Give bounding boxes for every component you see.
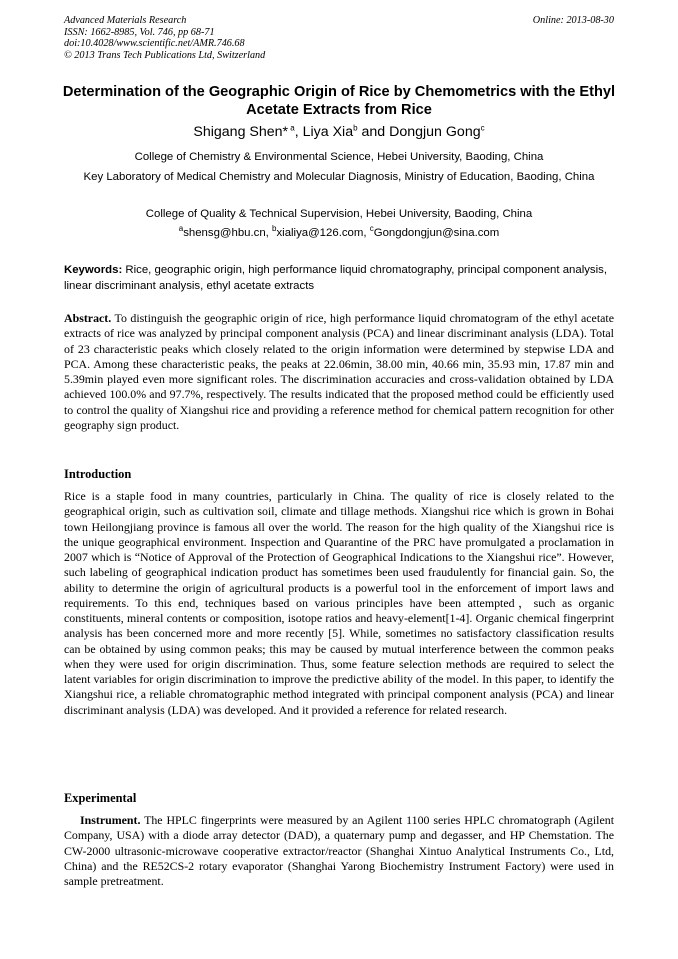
journal-copyright: © 2013 Trans Tech Publications Ltd, Switzerland <box>64 49 266 61</box>
author-affiliation-mark: a <box>288 123 295 133</box>
introduction-paragraph: Rice is a staple food in many countries, particularly in China. The quality of rice is closely related to the geographical origin, such as cultivation soil, climate and tillage methods. Xiangshui rice which is grown in Bohai town Heilongjiang province is famous all over the world. The reason for the high quality of the Xiangshui rice is the unique geographical environment. Inspection and Quarantine of the PRC have promulgated a proclamation in 2007 which is “Notice of Approval of the Protection of Geographical Indications to the Xiangshui rice”. However, such labeling of geographical indication product has sometimes been used fraudulently for financial gain. So, the ability to determine the origin of agricultural products is a powerful tool in the enforcement of import laws and requirements. To this end, techniques based on various principles have been attempted，such as organic constituents, mineral contents or composition, isotope ratios and heavy-element[1-4]. Organic chemical fingerprint analysis has been concerned more and more recently [5]. While, sometimes no satisfactory classification results can be obtained by using common peaks; this may be caused by mutual interference between the common peaks when they were used for origin discrimination. Thus, some feature selection methods are required to select the latent variables for origin discrimination to improve the predictive ability of the model. In this paper, to identify the Xiangshui rice, a reliable chromatographic method integrated with principal component analysis (PCA) and linear discriminant analysis (LDA) was developed. And it provided a reference for related research. <box>64 489 614 717</box>
email-mark: b <box>272 224 277 234</box>
affiliation: College of Quality & Technical Supervision, Hebei University, Baoding, China <box>145 208 533 220</box>
email-mark: a <box>178 224 184 234</box>
journal-issn: ISSN: 1662-8985, Vol. 746, pp 68-71 <box>64 26 215 38</box>
email-address: xialiya@126.com, <box>276 227 370 239</box>
author-name: , Liya Xia <box>294 124 354 140</box>
online-date: Online: 2013-08-30 <box>532 15 614 26</box>
paper-title: Determination of the Geographic Origin of Rice by Chemometrics with the Ethyl Acetate Extracts from Rice <box>62 84 616 118</box>
journal-doi: doi:10.4028/www.scientific.net/AMR.746.68 <box>64 38 245 49</box>
email-mark: c <box>369 224 374 234</box>
affiliation: College of Chemistry & Environmental Science, Hebei University, Baoding, China <box>134 151 544 163</box>
keywords-text: Rice, geographic origin, high performance liquid chromatography, principal component analysis, linear discriminant analysis, ethyl acetate extracts <box>64 264 608 292</box>
affiliation: Key Laboratory of Medical Chemistry and Molecular Diagnosis, Ministry of Education, Baoding, China <box>83 171 595 183</box>
section-heading-introduction: Introduction <box>64 467 132 481</box>
experimental-paragraph <box>64 813 614 889</box>
instrument-label: Instrument. <box>80 813 141 827</box>
email-address: shensg@hbu.cn, <box>183 227 273 239</box>
author-name: and Dongjun Gong <box>357 124 481 140</box>
email-list <box>50 226 628 241</box>
abstract-label: Abstract. <box>64 311 112 325</box>
email-address: Gongdongjun@sina.com <box>373 227 500 239</box>
section-heading-experimental: Experimental <box>64 791 137 805</box>
author-affiliation-mark: b <box>353 123 358 133</box>
keywords-label: Keywords: <box>64 264 123 276</box>
author-affiliation-mark: c <box>480 123 485 133</box>
journal-header <box>64 15 614 61</box>
abstract <box>64 311 614 433</box>
author-name: Shigang Shen* <box>193 124 289 140</box>
instrument-text: The HPLC fingerprints were measured by an Agilent 1100 series HPLC chromatograph (Agilent Company, USA) with a diode array detector (DAD), a quaternary pump and degasser, and HP Chemstation. The CW-2000 ultrasonic-microwave cooperative extractor/reactor (Shanghai Xintuo Analytical Instruments Co., Ltd, China) and the RE52CS-2 rotary evaporator (Shanghai Yarong Biochemistry Instrument Factory) were used in sample pretreatment. <box>64 813 614 888</box>
author-list <box>40 124 638 141</box>
journal-name: Advanced Materials Research <box>64 15 187 26</box>
abstract-text: To distinguish the geographic origin of rice, high performance liquid chromatogram of the ethyl acetate extracts of rice was analyzed by principal component analysis (PCA) and linear discriminant analysis (LDA). Total of 23 characteristic peaks which closely related to the origin information were determined by stepwise LDA and PCA. Among these characteristic peaks, the peaks at 22.06min, 38.00 min, 40.66 min, 35.93 min, 17.87 min and 5.39min played even more significant roles. The discrimination accuracies and cross-validation obtained by LDA achieved 100.0% and 97.7%, respectively. The results indicated that the proposed method could be efficiently used to control the quality of Xiangshui rice and providing a reference method for chemical pattern recognition for other geography sign product. <box>64 311 614 432</box>
keywords <box>64 263 614 294</box>
